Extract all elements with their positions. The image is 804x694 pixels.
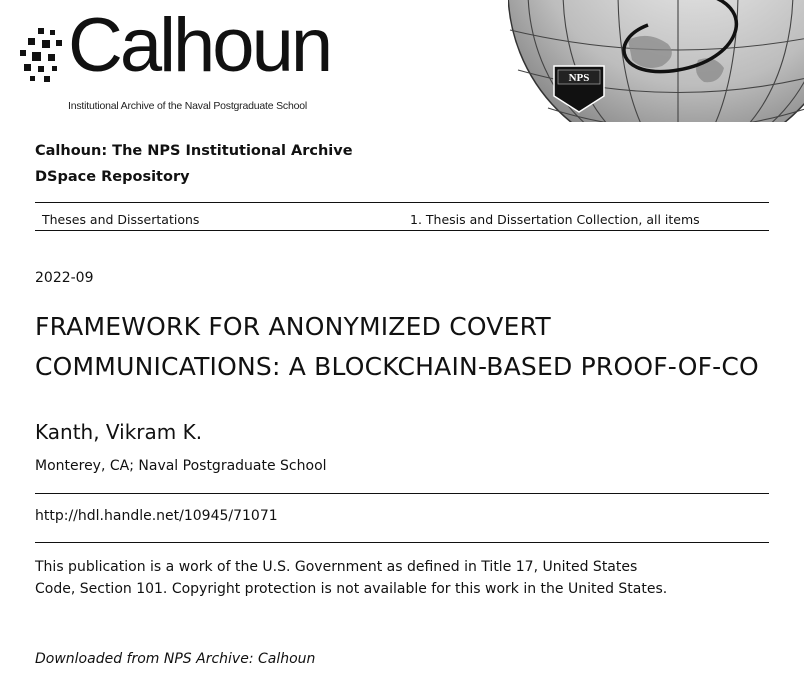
author-name: Kanth, Vikram K.	[35, 420, 203, 444]
repository-name: DSpace Repository	[35, 169, 190, 185]
download-note: Downloaded from NPS Archive: Calhoun	[35, 651, 316, 667]
title-line-2: COMMUNICATIONS: A BLOCKCHAIN-BASED PROOF-OF-CO	[35, 352, 759, 381]
globe-graphic	[508, 0, 804, 122]
publication-date: 2022-09	[35, 270, 94, 286]
divider	[35, 493, 769, 494]
divider	[35, 230, 769, 231]
logo-wordmark: Calhoun	[68, 3, 331, 88]
breadcrumb-community[interactable]: Theses and Dissertations	[42, 212, 200, 227]
seal-text: NPS	[568, 72, 590, 84]
rights-statement: This publication is a work of the U.S. Government as defined in Title 17, United States Code, Section 101. Copyright protection is not available for this work in the United States.	[35, 559, 668, 597]
breadcrumb-collection[interactable]: 1. Thesis and Dissertation Collection, all items	[410, 212, 700, 227]
handle-link[interactable]: http://hdl.handle.net/10945/71071	[35, 508, 278, 524]
pixel-dots-icon	[18, 28, 72, 84]
archive-heading	[35, 138, 353, 190]
title-line-1: FRAMEWORK FOR ANONYMIZED COVERT	[35, 312, 551, 341]
document-title	[35, 307, 759, 387]
divider	[35, 202, 769, 203]
archive-name: Calhoun: The NPS Institutional Archive	[35, 143, 353, 159]
publisher-place: Monterey, CA; Naval Postgraduate School	[35, 458, 327, 474]
calhoun-logo	[18, 3, 331, 114]
logo-subtitle: Institutional Archive of the Naval Postgraduate School	[68, 100, 308, 112]
divider	[35, 542, 769, 543]
